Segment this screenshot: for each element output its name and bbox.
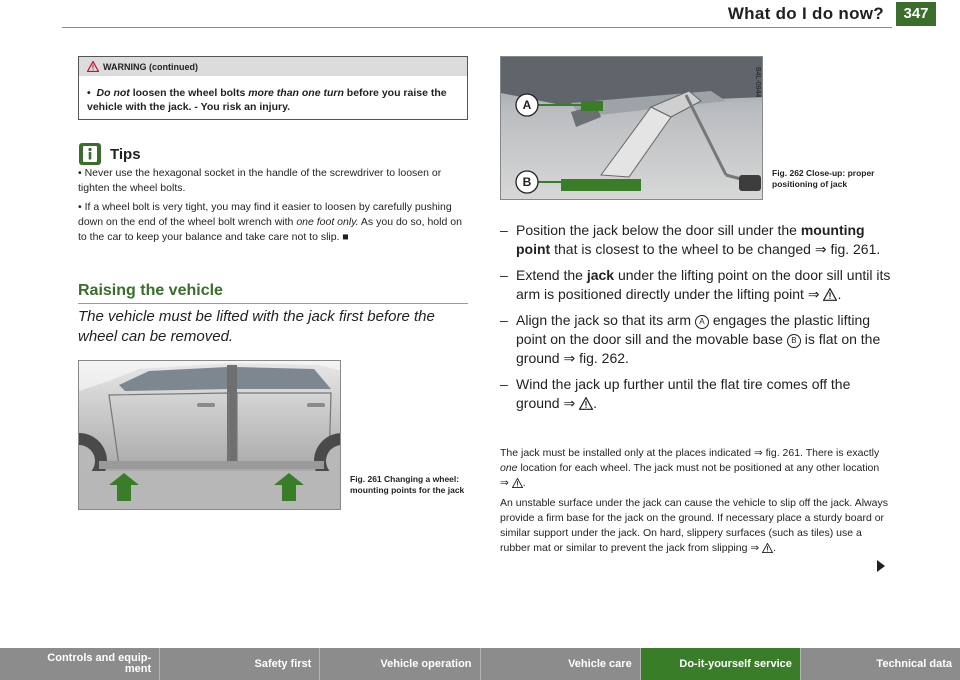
step-text-part: .: [593, 395, 597, 411]
continue-arrow-icon: [877, 560, 885, 572]
warning-ref-icon: [512, 478, 523, 488]
step-text-part: Wind the jack up further until the flat tire comes off the ground ⇒: [516, 376, 851, 411]
nav-tab-vehicle-care[interactable]: Vehicle care: [481, 648, 641, 680]
step-emphasis: jack: [586, 267, 615, 283]
tips-item: [78, 200, 470, 245]
tips-item: • Never use the hexagonal socket in the handle of the screwdriver to loosen or tighten the wheel bolts.: [78, 167, 442, 194]
label-a-text: A: [522, 98, 532, 112]
warning-ref-icon: [762, 543, 773, 553]
procedure-steps: [500, 221, 892, 420]
warning-header: [79, 57, 467, 76]
warning-bullet: •: [87, 87, 91, 99]
step-text-part: Align the jack so that its arm: [516, 312, 695, 328]
note-text-part: .: [522, 477, 526, 489]
page-number-badge: 347: [896, 2, 936, 26]
header-divider: [62, 27, 892, 28]
car-side-illustration: [79, 361, 341, 510]
nav-tab-technical-data[interactable]: Technical data: [876, 657, 953, 670]
step-item: [500, 311, 892, 368]
label-a-circle: A: [695, 315, 709, 329]
warning-emphasis-1: Do not: [96, 87, 130, 99]
step-text: [516, 311, 892, 368]
step-dash: –: [500, 222, 508, 238]
label-b-text: B: [522, 175, 532, 189]
tips-title: Tips: [110, 145, 141, 163]
tips-item-text: As you do so, hold on to the car to keep your balance and take care not to slip. ■: [78, 216, 462, 243]
figure-262-jack-closeup: [500, 56, 763, 200]
step-dash: –: [500, 267, 508, 283]
nav-tab-vehicle-operation[interactable]: Vehicle operation: [320, 648, 480, 680]
warning-text-2: before you raise the vehicle with the jack. - You risk an injury.: [87, 87, 447, 113]
figure-261-caption: Fig. 261 Changing a wheel: mounting points for the jack: [350, 474, 465, 495]
warning-triangle-icon: [87, 61, 99, 72]
note-paragraph: [500, 496, 890, 556]
note-text-part: location for each wheel. The jack must not be positioned at any other location ⇒: [500, 462, 880, 489]
step-item: [500, 375, 892, 413]
step-text-part: .: [837, 286, 842, 302]
warning-emphasis-2: more than one turn: [248, 87, 344, 99]
step-dash: –: [500, 312, 508, 328]
nav-tab-diy-service[interactable]: Do-it-yourself service: [641, 648, 801, 680]
section-intro: The vehicle must be lifted with the jack first before the wheel can be removed.: [78, 308, 435, 345]
warning-title: WARNING (continued): [103, 61, 198, 72]
step-item: [500, 221, 892, 259]
step-text-part: is flat on the ground ⇒ fig. 262.: [516, 331, 881, 366]
step-text-part: Position the jack below the door sill under the: [516, 222, 801, 238]
section-title: Raising the vehicle: [78, 282, 223, 299]
tips-item-text: • If a wheel bolt is very tight, you may find it easier to loosen by carefully pushing down on the end of the wheel bolt wrench with: [78, 201, 452, 228]
step-text-part: under the lifting point on the door sill until its arm is positioned directly under the lifting point ⇒: [516, 267, 891, 302]
step-text: [516, 266, 892, 304]
label-b-circle: B: [787, 334, 801, 348]
section-divider: [78, 303, 468, 304]
step-text-part: engages the plastic lifting point on the door sill and the movable base: [516, 312, 871, 347]
step-text-part: that is closest to the wheel to be changed ⇒ fig. 261.: [550, 241, 881, 257]
step-text-part: Extend the: [516, 267, 587, 283]
warning-text: [79, 76, 467, 114]
figure-262-code: B4L-0944: [754, 67, 761, 98]
note-text-part: .: [773, 542, 776, 554]
page-title: What do I do now?: [727, 4, 884, 23]
step-text: [516, 221, 892, 259]
warning-ref-icon: [579, 397, 593, 410]
note-paragraph: [500, 446, 890, 491]
warning-ref-icon: [823, 288, 837, 301]
nav-tab-safety[interactable]: Safety first: [160, 648, 320, 680]
step-item: [500, 266, 892, 304]
note-emphasis: one: [500, 462, 518, 474]
note-text-part: An unstable surface under the jack can cause the vehicle to slip off the jack. Always provide a firm base for the jack on the ground. If necessary place a sturdy board or similar support under the jack. On hard, slippery surfaces (such as tiles) use a rubber mat or similar to prevent the jack from slipping ⇒: [500, 497, 888, 554]
figure-261-car-jack-points: [78, 360, 341, 510]
note-text-part: The jack must be installed only at the places indicated ⇒ fig. 261. There is exactly: [500, 447, 880, 459]
tips-heading: [78, 142, 141, 166]
page-header: [0, 0, 960, 30]
tips-item-emphasis: one foot only.: [296, 216, 359, 228]
warning-text-1: loosen the wheel bolts: [129, 87, 249, 99]
jack-closeup-illustration: [501, 57, 763, 200]
step-dash: –: [500, 376, 508, 392]
step-emphasis: mounting point: [516, 222, 865, 257]
nav-tab-controls[interactable]: Controls and equip- ment: [0, 648, 160, 680]
step-text: [516, 375, 892, 413]
notes-text: [500, 446, 890, 561]
info-icon: [78, 142, 102, 166]
warning-box: [78, 56, 468, 120]
tips-text: [78, 166, 470, 249]
footer-nav: [0, 648, 960, 680]
figure-262-caption: Fig. 262 Close-up: proper positioning of jack: [772, 168, 875, 189]
